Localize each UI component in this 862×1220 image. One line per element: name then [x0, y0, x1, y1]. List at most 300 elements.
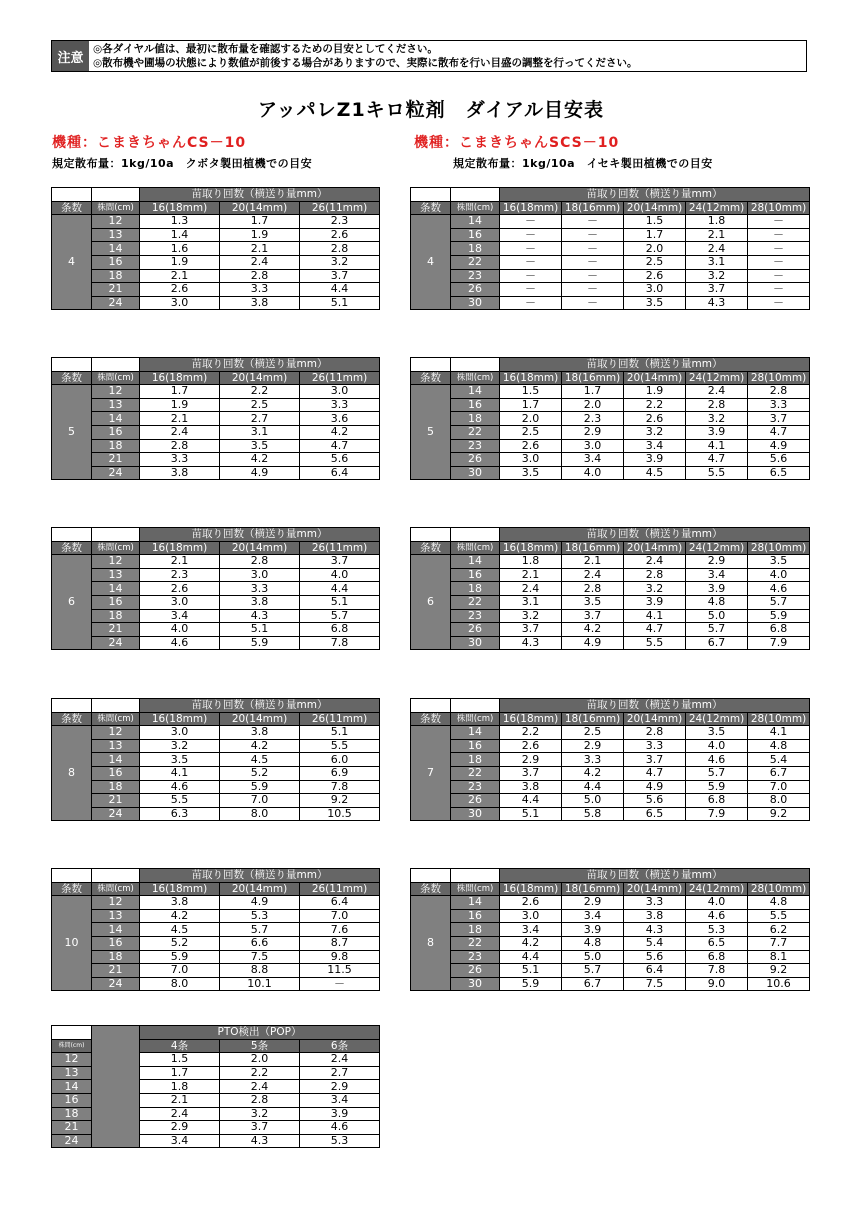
value-cell: －: [500, 255, 562, 269]
header-jo: 条数: [411, 201, 451, 215]
value-cell: 5.6: [300, 453, 380, 467]
value-cell: 4.8: [748, 739, 810, 753]
value-cell: 3.2: [500, 609, 562, 623]
spacing-cell: 14: [451, 726, 500, 740]
value-cell: －: [748, 269, 810, 283]
value-cell: 3.9: [686, 425, 748, 439]
blank-cell: [411, 869, 451, 883]
value-cell: 8.0: [220, 807, 300, 821]
value-cell: 9.2: [300, 794, 380, 808]
value-cell: 4.0: [748, 568, 810, 582]
table-row: [52, 923, 380, 937]
table-row: [52, 807, 380, 821]
value-cell: 4.4: [300, 283, 380, 297]
value-cell: 5.3: [220, 909, 300, 923]
table-row: [411, 296, 810, 310]
value-cell: 2.9: [686, 555, 748, 569]
blank-cell: [92, 188, 140, 202]
spacing-cell: 16: [92, 595, 140, 609]
value-cell: 1.8: [500, 555, 562, 569]
value-cell: 3.3: [624, 896, 686, 910]
table-row: [52, 255, 380, 269]
spacing-cell: 12: [92, 555, 140, 569]
left-model-title: 機種：こまきちゃんCS－10: [52, 135, 247, 151]
blank-cell: [52, 1026, 92, 1040]
value-cell: 5.7: [686, 766, 748, 780]
header-col: 24(12mm): [686, 882, 748, 896]
value-cell: 2.4: [220, 255, 300, 269]
table-row: [52, 296, 380, 310]
value-cell: 5.7: [748, 595, 810, 609]
jo-cell: 5: [52, 385, 92, 480]
value-cell: 3.4: [140, 1134, 220, 1148]
value-cell: 5.2: [140, 936, 220, 950]
value-cell: －: [500, 296, 562, 310]
value-cell: 2.1: [500, 568, 562, 582]
value-cell: 4.7: [748, 425, 810, 439]
value-cell: 3.5: [748, 555, 810, 569]
header-col: 16(18mm): [140, 201, 220, 215]
value-cell: 4.3: [220, 1134, 300, 1148]
value-cell: 3.9: [300, 1107, 380, 1121]
value-cell: 6.0: [300, 753, 380, 767]
pto-header-col: 6条: [300, 1039, 380, 1053]
value-cell: 1.9: [220, 228, 300, 242]
jo-cell: 4: [52, 215, 92, 310]
value-cell: 4.9: [624, 780, 686, 794]
value-cell: 3.2: [686, 269, 748, 283]
left-table-5-jo: [51, 357, 380, 480]
table-row: [52, 555, 380, 569]
header-jo: 条数: [52, 371, 92, 385]
value-cell: 3.8: [500, 780, 562, 794]
header-jo: 条数: [52, 882, 92, 896]
value-cell: 1.6: [140, 242, 220, 256]
value-cell: 2.2: [220, 1066, 300, 1080]
spacing-cell: 21: [92, 453, 140, 467]
spacing-cell: 16: [451, 398, 500, 412]
value-cell: 5.7: [220, 923, 300, 937]
value-cell: 3.0: [562, 439, 624, 453]
spacing-cell: 13: [92, 909, 140, 923]
spacing-cell: 16: [92, 936, 140, 950]
table-row: [52, 936, 380, 950]
value-cell: 7.0: [220, 794, 300, 808]
value-cell: －: [748, 255, 810, 269]
value-cell: 3.4: [686, 568, 748, 582]
spacing-cell: 12: [92, 385, 140, 399]
value-cell: 3.3: [748, 398, 810, 412]
blank-cell: [411, 699, 451, 713]
value-cell: 3.0: [624, 283, 686, 297]
header-spacing: 株間(cm): [451, 541, 500, 555]
value-cell: 1.8: [140, 1080, 220, 1094]
table-row: [52, 568, 380, 582]
value-cell: 5.1: [500, 964, 562, 978]
left-table-10-jo: [51, 868, 380, 991]
value-cell: 1.7: [624, 228, 686, 242]
spacing-cell: 23: [451, 609, 500, 623]
header-col: 16(18mm): [500, 201, 562, 215]
right-table-5-jo: [410, 357, 810, 480]
value-cell: 4.8: [748, 896, 810, 910]
header-col: 24(12mm): [686, 541, 748, 555]
table-row: [411, 923, 810, 937]
spacing-cell: 22: [451, 425, 500, 439]
value-cell: 3.0: [140, 595, 220, 609]
spacing-cell: 24: [92, 296, 140, 310]
blank-cell: [411, 358, 451, 372]
value-cell: 3.9: [624, 595, 686, 609]
spacing-cell: 12: [52, 1053, 92, 1067]
header-col: 16(18mm): [500, 371, 562, 385]
spacing-cell: 16: [52, 1093, 92, 1107]
spacing-cell: 22: [451, 595, 500, 609]
value-cell: 4.2: [562, 766, 624, 780]
jo-cell: 7: [411, 726, 451, 821]
value-cell: 6.8: [748, 623, 810, 637]
value-cell: 2.2: [220, 385, 300, 399]
value-cell: 3.9: [562, 923, 624, 937]
value-cell: －: [500, 283, 562, 297]
value-cell: 2.9: [562, 739, 624, 753]
spacing-cell: 14: [451, 555, 500, 569]
value-cell: 5.9: [500, 977, 562, 991]
jo-cell: 6: [411, 555, 451, 650]
header-spacing: 株間(cm): [92, 541, 140, 555]
table-row: [411, 453, 810, 467]
value-cell: 2.5: [624, 255, 686, 269]
value-cell: 2.3: [300, 215, 380, 229]
value-cell: 4.3: [220, 609, 300, 623]
blank-cell: [52, 358, 92, 372]
notice-text: [89, 41, 641, 71]
spacing-cell: 30: [451, 807, 500, 821]
value-cell: 5.1: [300, 726, 380, 740]
spacing-cell: 30: [451, 977, 500, 991]
table-row: [52, 964, 380, 978]
value-cell: 6.4: [300, 466, 380, 480]
table-row: [52, 977, 380, 991]
header-col: 18(16mm): [562, 712, 624, 726]
spacing-cell: 21: [92, 283, 140, 297]
blank-cell: [411, 528, 451, 542]
value-cell: 7.5: [624, 977, 686, 991]
header-group: 苗取り回数（横送り量mm）: [140, 869, 380, 883]
table-row: [411, 255, 810, 269]
spacing-cell: 18: [92, 609, 140, 623]
blank-cell: [451, 699, 500, 713]
value-cell: －: [500, 269, 562, 283]
spacing-cell: 26: [451, 283, 500, 297]
value-cell: 5.5: [140, 794, 220, 808]
value-cell: 4.4: [500, 950, 562, 964]
spacing-cell: 16: [451, 909, 500, 923]
right-rate-text: 規定散布量：1kg/10a イセキ製田植機での目安: [453, 157, 713, 170]
value-cell: 1.8: [686, 215, 748, 229]
value-cell: －: [562, 228, 624, 242]
value-cell: －: [748, 296, 810, 310]
table-row: [52, 228, 380, 242]
pto-header-col: 5条: [220, 1039, 300, 1053]
value-cell: －: [500, 215, 562, 229]
value-cell: 6.9: [300, 766, 380, 780]
notice-box: [51, 40, 807, 72]
header-group: 苗取り回数（横送り量mm）: [500, 699, 810, 713]
value-cell: 4.2: [220, 453, 300, 467]
spacing-cell: 13: [52, 1066, 92, 1080]
value-cell: 4.2: [140, 909, 220, 923]
value-cell: 3.0: [140, 296, 220, 310]
value-cell: 3.4: [562, 909, 624, 923]
value-cell: 2.0: [500, 412, 562, 426]
header-col: 20(14mm): [624, 882, 686, 896]
blank-cell: [92, 358, 140, 372]
value-cell: 3.5: [140, 753, 220, 767]
header-col: 18(16mm): [562, 541, 624, 555]
value-cell: 3.2: [624, 582, 686, 596]
value-cell: 3.7: [748, 412, 810, 426]
value-cell: 1.5: [140, 1053, 220, 1067]
value-cell: 7.7: [748, 936, 810, 950]
left-table-6-jo: [51, 527, 380, 650]
value-cell: 4.2: [562, 623, 624, 637]
value-cell: 5.7: [562, 964, 624, 978]
value-cell: 4.6: [686, 753, 748, 767]
value-cell: 5.5: [300, 739, 380, 753]
spacing-cell: 30: [451, 296, 500, 310]
table-row: [52, 766, 380, 780]
table-row: [52, 909, 380, 923]
value-cell: 2.6: [624, 412, 686, 426]
value-cell: 6.4: [300, 896, 380, 910]
value-cell: 7.0: [300, 909, 380, 923]
value-cell: 5.1: [300, 595, 380, 609]
value-cell: 4.1: [624, 609, 686, 623]
header-group: 苗取り回数（横送り量mm）: [140, 699, 380, 713]
value-cell: 6.5: [686, 936, 748, 950]
value-cell: 4.2: [220, 739, 300, 753]
value-cell: 3.3: [140, 453, 220, 467]
spacing-cell: 23: [451, 439, 500, 453]
jo-cell: 8: [411, 896, 451, 991]
spacing-cell: 26: [451, 453, 500, 467]
value-cell: 1.7: [220, 215, 300, 229]
header-jo: 条数: [411, 371, 451, 385]
table-row: [411, 780, 810, 794]
value-cell: 4.3: [624, 923, 686, 937]
value-cell: 3.8: [624, 909, 686, 923]
table-row: [52, 269, 380, 283]
value-cell: 3.4: [300, 1093, 380, 1107]
spacing-cell: 14: [92, 582, 140, 596]
value-cell: 3.5: [562, 595, 624, 609]
blank-cell: [52, 528, 92, 542]
table-row: [411, 568, 810, 582]
value-cell: 5.6: [624, 950, 686, 964]
header-col: 20(14mm): [220, 882, 300, 896]
table-row: [411, 964, 810, 978]
table-row: [52, 739, 380, 753]
header-col: 26(11mm): [300, 882, 380, 896]
table-row: [52, 753, 380, 767]
value-cell: 3.2: [300, 255, 380, 269]
header-col: 28(10mm): [748, 882, 810, 896]
right-model-title: 機種：こまきちゃんSCS－10: [414, 135, 620, 151]
spacing-cell: 14: [451, 385, 500, 399]
value-cell: －: [562, 269, 624, 283]
spacing-cell: 23: [451, 269, 500, 283]
value-cell: 5.9: [220, 780, 300, 794]
value-cell: 8.7: [300, 936, 380, 950]
value-cell: 5.9: [140, 950, 220, 964]
value-cell: 3.3: [624, 739, 686, 753]
table-row: [52, 215, 380, 229]
value-cell: 4.9: [562, 636, 624, 650]
spacing-cell: 18: [92, 439, 140, 453]
table-row: [411, 977, 810, 991]
value-cell: 2.8: [140, 439, 220, 453]
table-row: [52, 453, 380, 467]
spacing-cell: 16: [92, 255, 140, 269]
value-cell: 7.8: [686, 964, 748, 978]
value-cell: 3.0: [140, 726, 220, 740]
header-col: 20(14mm): [220, 541, 300, 555]
value-cell: 2.4: [500, 582, 562, 596]
page-title: アッパレZ1キロ粒剤 ダイアル目安表: [258, 99, 604, 121]
header-col: 24(12mm): [686, 371, 748, 385]
value-cell: 3.2: [624, 425, 686, 439]
table-row: [52, 609, 380, 623]
value-cell: 2.8: [300, 242, 380, 256]
header-jo: 条数: [52, 201, 92, 215]
table-row: [411, 385, 810, 399]
spacing-cell: 22: [451, 255, 500, 269]
spacing-cell: 18: [451, 412, 500, 426]
value-cell: 2.4: [624, 555, 686, 569]
value-cell: 9.2: [748, 964, 810, 978]
table-row: [52, 595, 380, 609]
header-col: 16(18mm): [140, 541, 220, 555]
value-cell: －: [562, 242, 624, 256]
table-row: [411, 950, 810, 964]
value-cell: －: [562, 215, 624, 229]
value-cell: 2.3: [562, 412, 624, 426]
value-cell: 3.7: [562, 609, 624, 623]
value-cell: 3.2: [686, 412, 748, 426]
value-cell: 3.1: [500, 595, 562, 609]
spacing-cell: 26: [451, 964, 500, 978]
value-cell: 4.6: [140, 780, 220, 794]
jo-cell: 10: [52, 896, 92, 991]
value-cell: 2.8: [220, 555, 300, 569]
value-cell: 4.5: [624, 466, 686, 480]
spacing-cell: 13: [92, 568, 140, 582]
value-cell: 2.7: [300, 1066, 380, 1080]
value-cell: 9.8: [300, 950, 380, 964]
spacing-cell: 21: [92, 794, 140, 808]
value-cell: 8.8: [220, 964, 300, 978]
value-cell: 1.9: [140, 398, 220, 412]
blank-cell: [92, 869, 140, 883]
value-cell: 4.2: [500, 936, 562, 950]
header-col: 24(12mm): [686, 712, 748, 726]
table-row: [52, 950, 380, 964]
value-cell: 2.0: [624, 242, 686, 256]
value-cell: 3.2: [220, 1107, 300, 1121]
spacing-cell: 12: [92, 896, 140, 910]
value-cell: 5.3: [686, 923, 748, 937]
spacing-cell: 18: [52, 1107, 92, 1121]
value-cell: 2.8: [220, 1093, 300, 1107]
table-row: [411, 582, 810, 596]
table-row: [52, 439, 380, 453]
table-row: [52, 466, 380, 480]
right-table-7-jo: [410, 698, 810, 821]
value-cell: 4.9: [220, 896, 300, 910]
header-spacing: 株間(cm): [451, 712, 500, 726]
spacing-cell: 30: [451, 466, 500, 480]
value-cell: 2.7: [220, 412, 300, 426]
value-cell: 3.3: [562, 753, 624, 767]
value-cell: 4.9: [220, 466, 300, 480]
value-cell: 5.9: [748, 609, 810, 623]
value-cell: 11.5: [300, 964, 380, 978]
value-cell: 6.8: [300, 623, 380, 637]
spacing-cell: 18: [451, 242, 500, 256]
header-jo: 条数: [411, 541, 451, 555]
value-cell: 2.1: [140, 269, 220, 283]
header-col: 26(11mm): [300, 371, 380, 385]
value-cell: －: [748, 283, 810, 297]
value-cell: 1.5: [500, 385, 562, 399]
header-col: 20(14mm): [220, 201, 300, 215]
header-jo: 条数: [52, 712, 92, 726]
value-cell: 5.0: [562, 794, 624, 808]
value-cell: 1.9: [624, 385, 686, 399]
value-cell: 4.0: [686, 739, 748, 753]
value-cell: 4.0: [140, 623, 220, 637]
value-cell: 3.3: [220, 582, 300, 596]
value-cell: 2.4: [300, 1053, 380, 1067]
table-row: [411, 909, 810, 923]
table-row: [52, 636, 380, 650]
table-row: [411, 753, 810, 767]
spacing-cell: 23: [451, 950, 500, 964]
value-cell: 7.9: [748, 636, 810, 650]
value-cell: 3.8: [220, 296, 300, 310]
table-row: [411, 555, 810, 569]
spacing-cell: 18: [92, 269, 140, 283]
value-cell: 2.4: [562, 568, 624, 582]
table-row: [411, 636, 810, 650]
value-cell: －: [748, 242, 810, 256]
value-cell: 4.3: [686, 296, 748, 310]
value-cell: 1.9: [140, 255, 220, 269]
value-cell: 10.6: [748, 977, 810, 991]
value-cell: 4.4: [300, 582, 380, 596]
spacing-cell: 18: [451, 923, 500, 937]
header-col: 20(14mm): [624, 712, 686, 726]
value-cell: 2.8: [220, 269, 300, 283]
header-col: 24(12mm): [686, 201, 748, 215]
value-cell: 7.0: [140, 964, 220, 978]
header-spacing: 株間(cm): [92, 882, 140, 896]
value-cell: 6.5: [624, 807, 686, 821]
value-cell: 3.4: [562, 453, 624, 467]
table-row: [52, 582, 380, 596]
blank-cell: [451, 869, 500, 883]
